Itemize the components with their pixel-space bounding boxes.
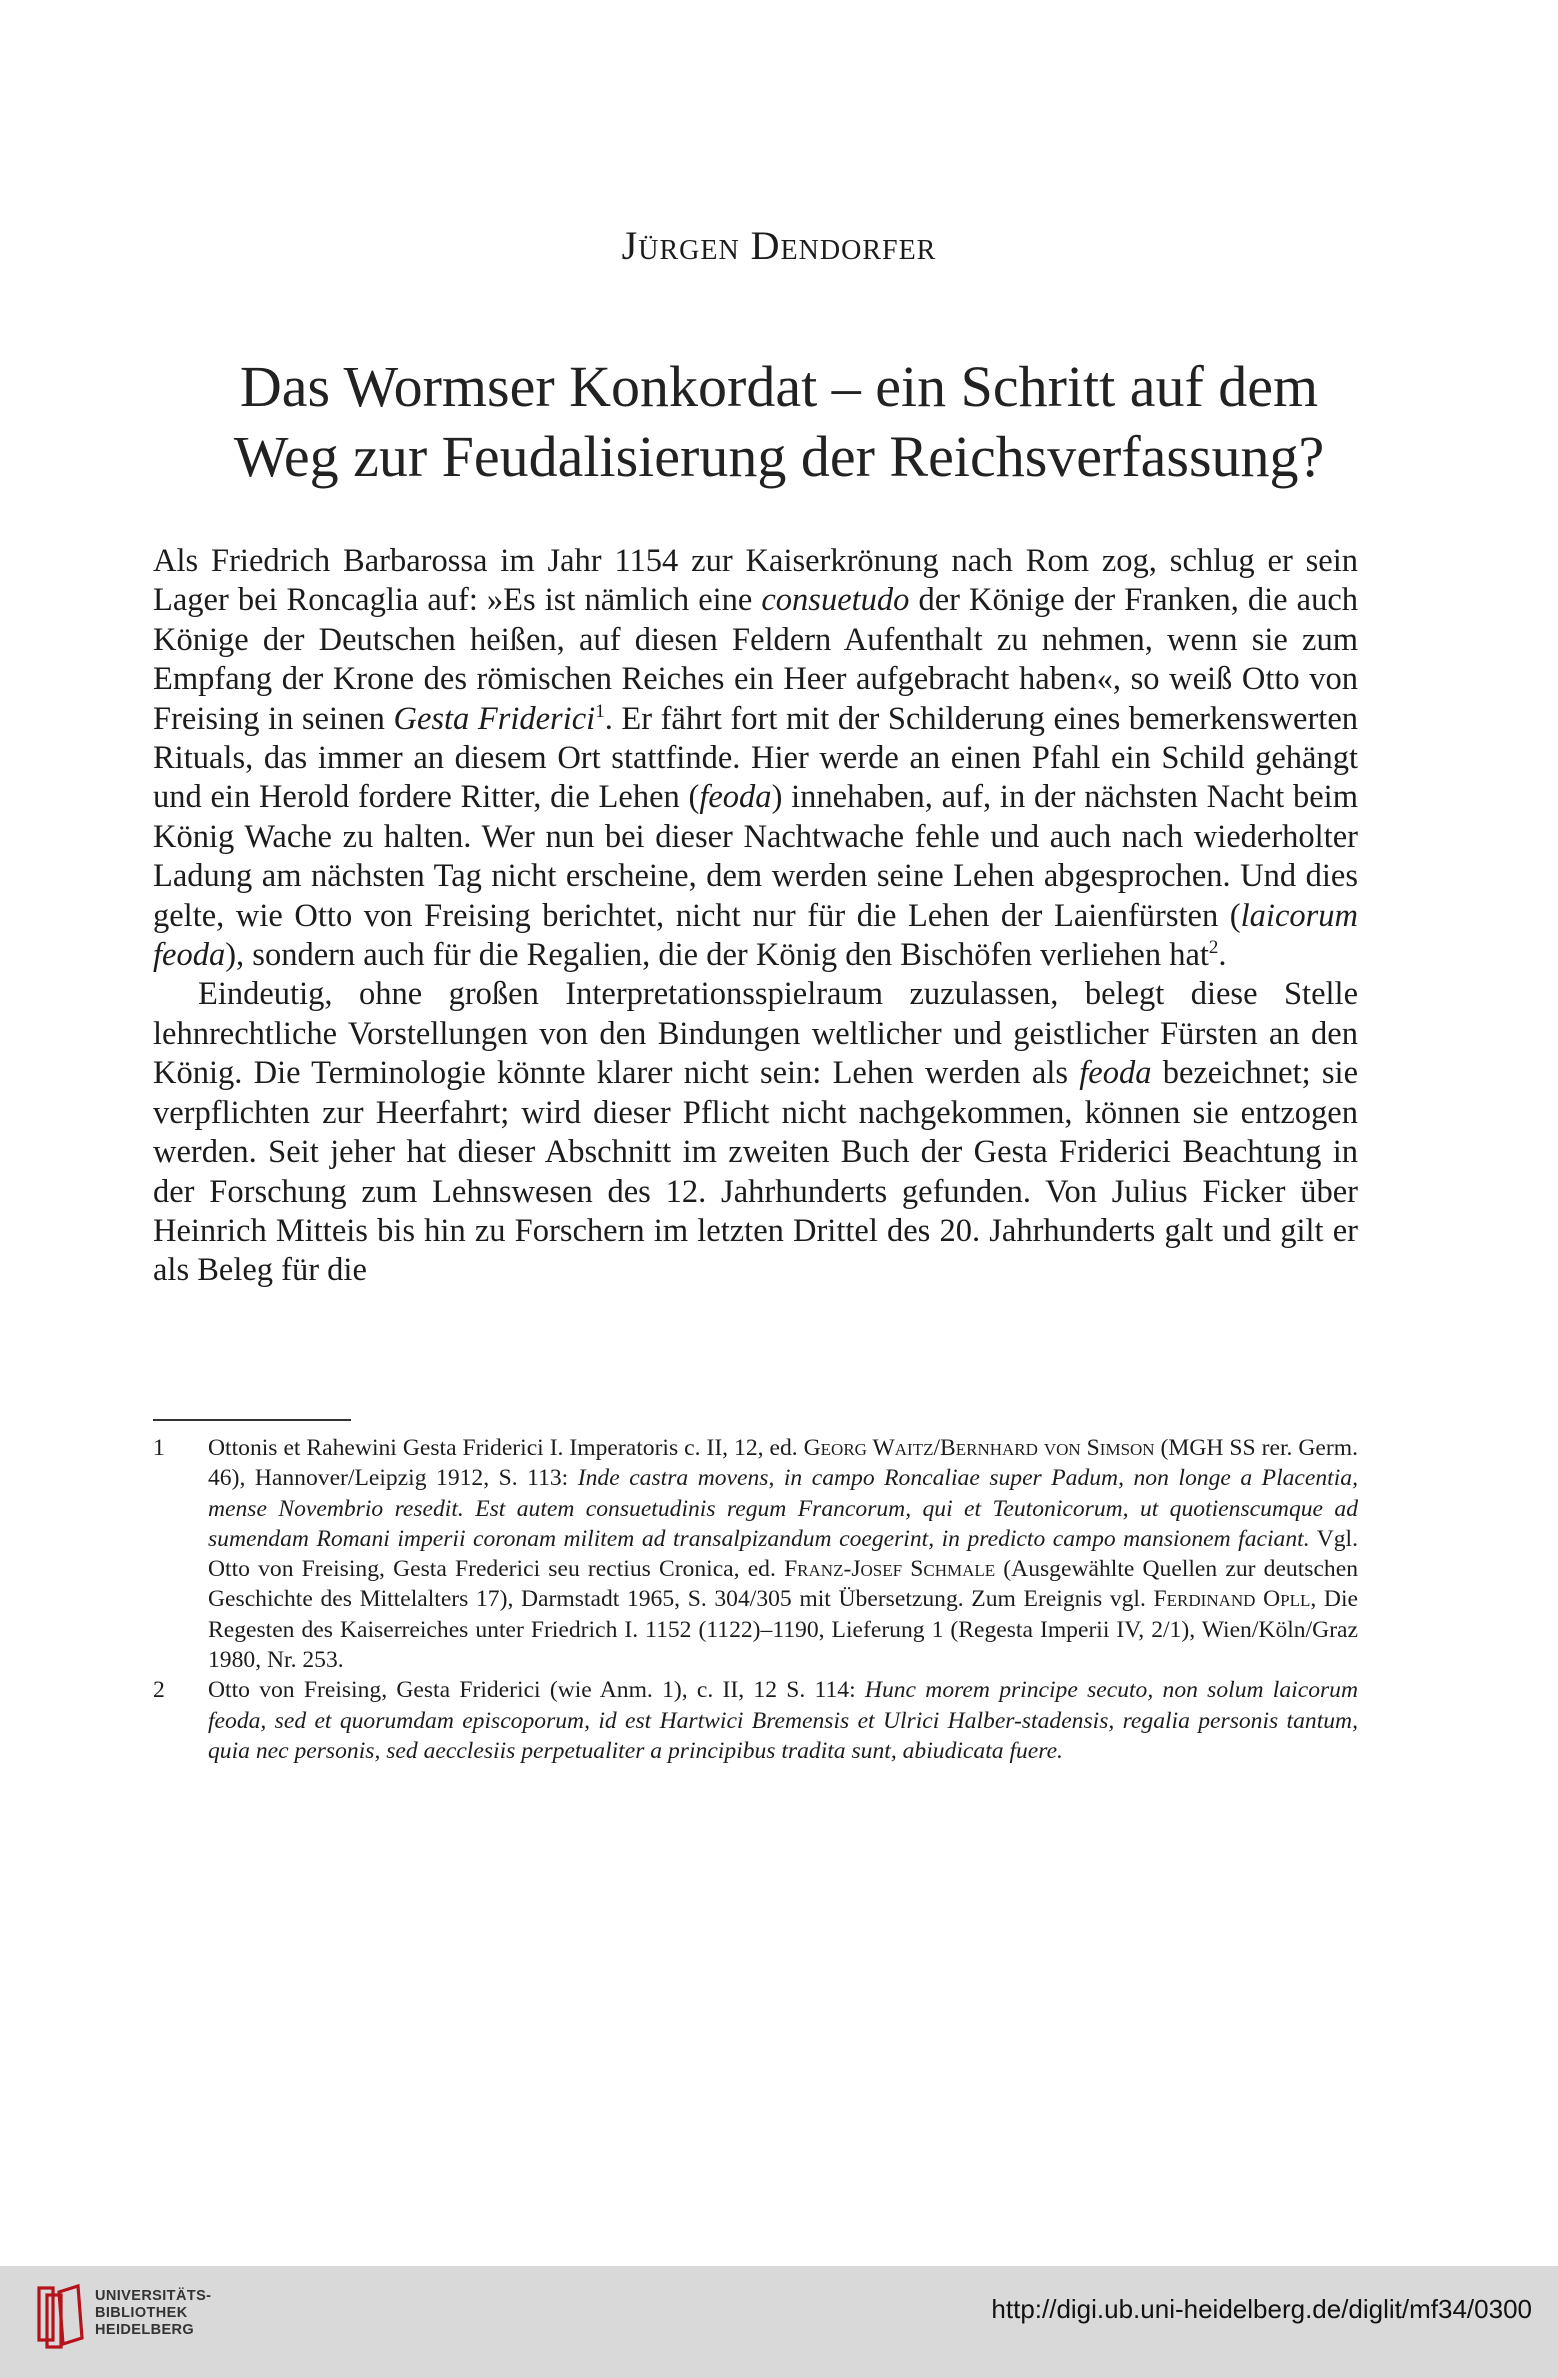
editor-names: Franz-Josef Schmale (784, 1556, 996, 1583)
text-run: ) innehaben, auf, in der nächsten Nacht beim König Wache zu halten. Wer nun bei dieser Nachtwache fehle und auch nach wiederholter Ladung am nächsten Tag nicht erscheine, dem werden seine Lehen abgesprochen. Und dies gelte, wie Otto von Freising berichtet, nicht nur für die Lehen der Laienfürsten ( (153, 779, 1358, 934)
footnote-number: 2 (153, 1677, 165, 1704)
footnote-text (208, 1675, 1358, 1766)
logo-line: UNIVERSITÄTS- (95, 2288, 212, 2304)
author-names: Ferdinand Opll (1153, 1586, 1311, 1613)
source-url-link[interactable]: http://digi.ub.uni-heidelberg.de/diglit/mf34/0300 (991, 2294, 1532, 2324)
footnote-number: 1 (153, 1435, 165, 1461)
text-run: Eindeutig, ohne großen Interpretationsspielraum zuzulassen, belegt diese Stelle lehnrechtliche Vorstellungen von den Bindungen weltlicher und geistlicher Fürsten an den König. Die Terminologie könnte klarer nicht sein: Lehen werden als (153, 976, 1358, 1092)
footnote-ref-2[interactable]: 2 (1208, 937, 1219, 959)
latin-term: consuetudo (761, 582, 910, 619)
logo-line: HEIDELBERG (95, 2322, 195, 2338)
text-run: . (1218, 937, 1227, 974)
title-line-1: Das Wormser Konkordat – ein Schritt auf dem (239, 354, 1319, 419)
footnote-separator (153, 1419, 351, 1421)
latin-quote: Hunc morem principe secuto, non solum laicorum feoda, sed et quorumdam episcoporum, id est Hartwici Bremensis et Ulrici Halber-stadensis, regalia personis tantum, quia nec personis, sed aecclesiis perpetualiter a principibus tradita sunt, abiudicata fuere. (208, 1677, 1359, 1764)
text-run: ), sondern auch für die Regalien, die der König den Bischöfen verliehen hat (225, 937, 1209, 974)
footnote-1 (153, 1433, 1358, 1675)
footnote-text (208, 1433, 1358, 1675)
body-paragraph-1 (153, 542, 1358, 975)
latin-term: laicorum feoda (153, 897, 1358, 974)
latin-term: feoda (699, 779, 772, 816)
text-run: (MGH SS rer. Germ. 46), Hannover/Leipzig 1912, S. 113: (208, 1435, 1358, 1492)
text-run: , Die Regesten des Kaiserreiches unter Friedrich I. 1152 (1122)–1190, Lieferung 1 (Regesta Imperii IV, 2/1), Wien/Köln/Graz 1980, Nr. 253. (208, 1586, 1358, 1674)
text-run: der Könige der Franken, die auch Könige der Deutschen heißen, auf diesen Feldern Aufenthalt zu nehmen, wenn sie zum Empfang der Krone des römischen Reiches ein Heer aufgebracht haben«, so weiß Otto von Freising in seinen (153, 582, 1358, 737)
text-run: . Er fährt fort mit der Schilderung eines bemerkenswerten Rituals, das immer an diesem Ort stattfinde. Hier werde an einen Pfahl ein Schild gehängt und ein Herold fordere Ritter, die Lehen ( (153, 700, 1359, 816)
editor-names: Georg Waitz/Bernhard von Simson (803, 1435, 1155, 1461)
text-run: Otto von Freising, Gesta Friderici (wie Anm. 1), c. II, 12 S. 114: (208, 1677, 865, 1704)
latin-quote: Inde castra movens, in campo Roncaliae super Padum, non longe a Placentia, mense Novembrio resedit. Est autem consuetudinis regum Francorum, qui et Teutonicorum, ut quotienscumque ad sumendam Romani imperii coronam militem ad transalpizandum coegerint, in predicto campo mansionem faciant. (208, 1465, 1358, 1552)
text-run: (Ausgewählte Quellen zur deutschen Geschichte des Mittelalters 17), Darmstadt 1965, S. 304/305 mit Übersetzung. Zum Ereignis vgl. (208, 1556, 1358, 1613)
latin-term: feoda (1079, 1055, 1152, 1092)
text-run: Ottonis et Rahewini Gesta Friderici I. Imperatoris c. II, 12, ed. (208, 1435, 804, 1461)
footnotes (153, 1433, 1358, 1766)
text-run: Als Friedrich Barbarossa im Jahr 1154 zur Kaiserkrönung nach Rom zog, schlug er sein Lager bei Roncaglia auf: »Es ist nämlich eine (153, 543, 1358, 619)
author-name: Jürgen Dendorfer (621, 223, 937, 268)
footnote-2 (153, 1675, 1358, 1766)
body-text (153, 542, 1358, 1291)
work-title: Gesta Friderici (393, 700, 596, 737)
footer-bar (0, 2266, 1558, 2378)
text-run: bezeichnet; sie verpflichten zur Heerfahrt; wird dieser Pflicht nicht nachgekommen, können sie entzogen werden. Seit jeher hat dieser Abschnitt im zweiten Buch der Gesta Friderici Beachtung in der Forschung zum Lehnswesen des 12. Jahrhunderts gefunden. Von Julius Ficker über Heinrich Mitteis bis hin zu Forschern im letzten Drittel des 20. Jahrhunderts galt und gilt er als Beleg für die (153, 1055, 1358, 1289)
title-line-2: Weg zur Feudalisierung der Reichsverfassung? (233, 424, 1325, 489)
text-run: Vgl. Otto von Freising, Gesta Frederici seu rectius Cronica, ed. (208, 1525, 1358, 1583)
logo-line: BIBLIOTHEK (95, 2305, 188, 2321)
library-logo-text (95, 2288, 211, 2339)
library-logo-icon (34, 2282, 86, 2350)
footnote-ref-1[interactable]: 1 (595, 700, 605, 722)
article-title (100, 352, 1458, 492)
body-paragraph-2 (153, 975, 1358, 1290)
